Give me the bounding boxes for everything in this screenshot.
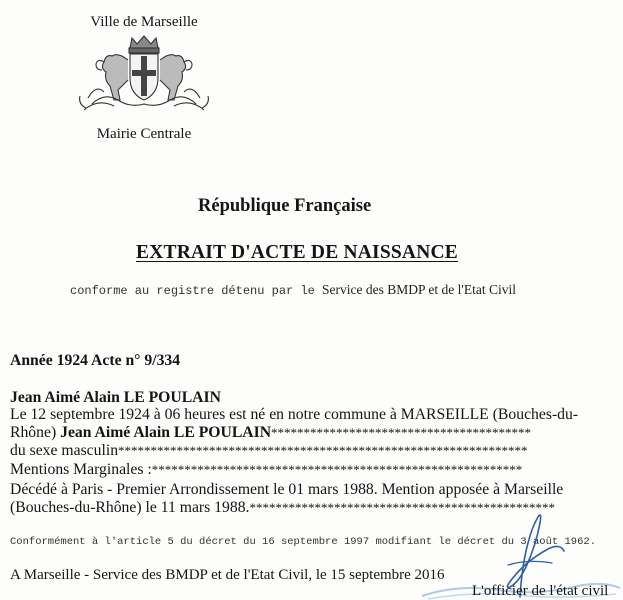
document-title: EXTRAIT D'ACTE DE NAISSANCE: [136, 242, 458, 263]
asterisk-fill: ***********************************************: [249, 500, 555, 515]
article-reference: Conformément à l'article 5 du décret du 16 septembre 1997 modifiant le décret du 3 août 1962.: [10, 536, 596, 548]
city-name: Ville de Marseille: [90, 14, 198, 30]
person-name-inline: Jean Aimé Alain LE POULAIN: [60, 424, 272, 441]
marseille-coat-of-arms-icon: [74, 34, 214, 120]
asterisk-fill: *********************************************************: [151, 462, 523, 477]
birth-line-1: Le 12 septembre 1924 à 06 heures est né en notre commune à MARSEILLE (Bouches-du-: [10, 406, 579, 423]
conforme-line: [70, 281, 516, 299]
asterisk-fill: ***************************************************************: [118, 443, 528, 458]
officer-signature-label: L'officier de l'état civil: [472, 583, 609, 599]
mentions-label: Mentions Marginales :: [10, 461, 152, 478]
conforme-prefix: conforme au registre détenu par le: [70, 284, 323, 298]
asterisk-fill: ****************************************: [271, 425, 532, 440]
birth-line-2: [10, 424, 531, 441]
birth-line-2-prefix: Rhône): [10, 424, 61, 441]
mentions-line: [10, 461, 522, 478]
death-line-1: Décédé à Paris - Premier Arrondissement le 01 mars 1988. Mention apposée à Marseille: [10, 481, 564, 498]
republic-heading: République Française: [198, 196, 372, 216]
death-line-2-text: (Bouches-du-Rhône) le 11 mars 1988.: [10, 499, 250, 516]
conforme-service: Service des BMDP et de l'Etat Civil: [322, 282, 516, 297]
mairie-name: Mairie Centrale: [96, 126, 192, 142]
sex-text: du sexe masculin: [10, 442, 119, 459]
sex-line: [10, 442, 528, 459]
place-date-line: A Marseille - Service des BMDP et de l'Etat Civil, le 15 septembre 2016: [10, 567, 445, 583]
person-name-heading: Jean Aimé Alain LE POULAIN: [10, 389, 221, 406]
record-year-act: Année 1924 Acte n° 9/334: [10, 352, 181, 369]
